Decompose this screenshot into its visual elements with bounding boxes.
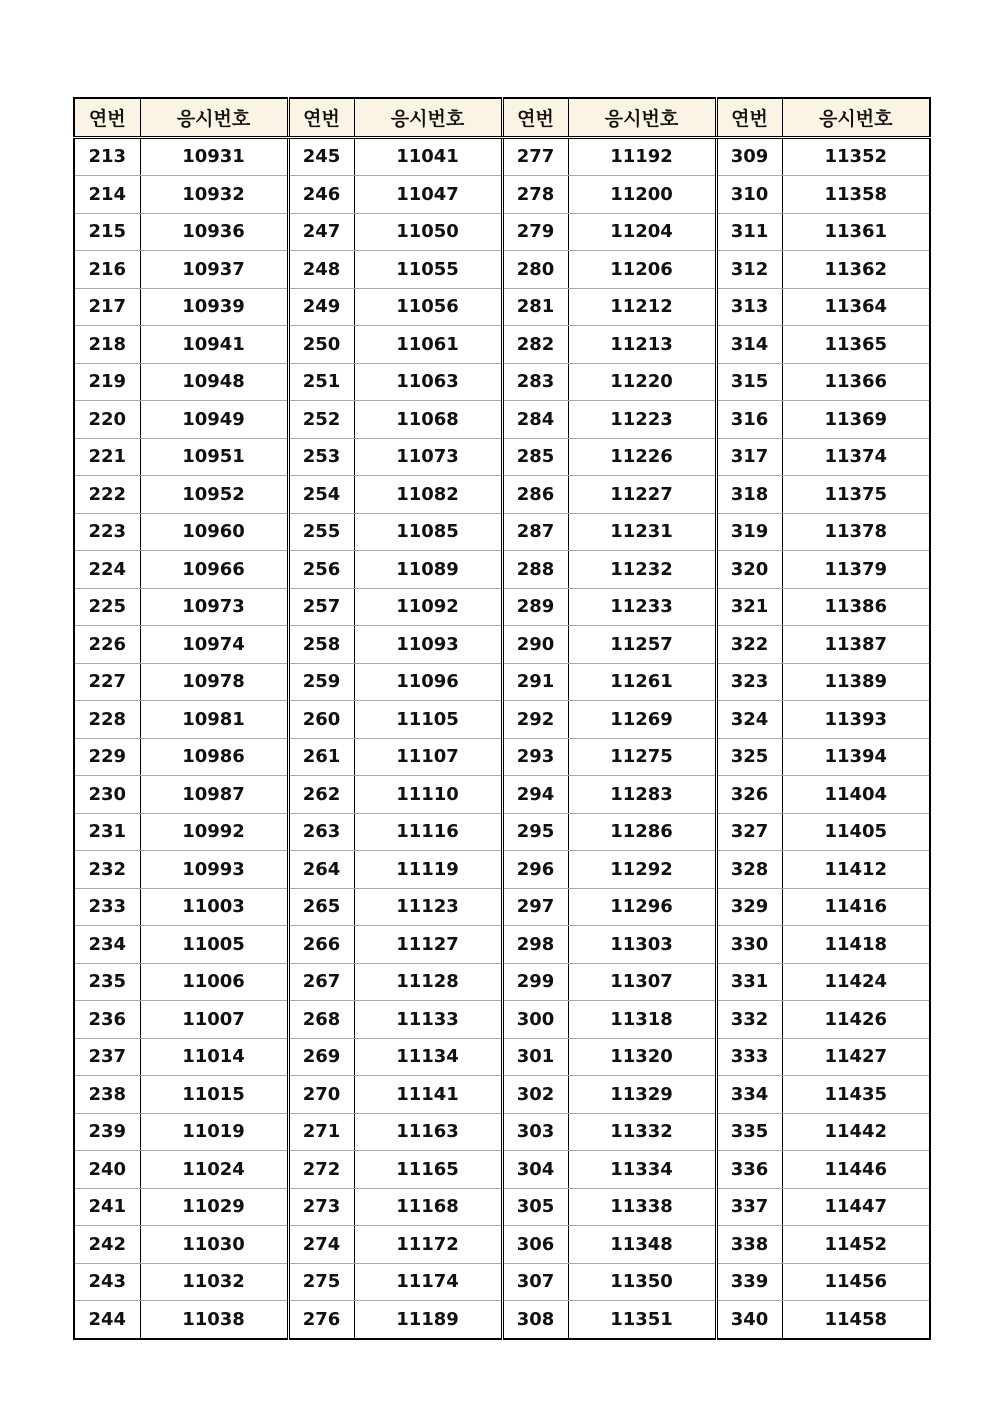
seq-cell: 279 bbox=[502, 213, 568, 251]
seq-cell: 339 bbox=[716, 1263, 782, 1301]
seq-cell: 245 bbox=[288, 137, 354, 176]
header-exam-number: 응시번호 bbox=[782, 98, 930, 137]
exam-number-cell: 11174 bbox=[354, 1263, 502, 1301]
exam-number-cell: 11223 bbox=[568, 401, 716, 439]
exam-number-cell: 10948 bbox=[140, 363, 288, 401]
exam-number-cell: 11375 bbox=[782, 476, 930, 514]
exam-number-cell: 11141 bbox=[354, 1076, 502, 1114]
exam-number-cell: 11231 bbox=[568, 513, 716, 551]
table-row bbox=[74, 738, 930, 776]
exam-number-cell: 11212 bbox=[568, 288, 716, 326]
seq-cell: 219 bbox=[74, 363, 140, 401]
seq-cell: 320 bbox=[716, 551, 782, 589]
seq-cell: 310 bbox=[716, 176, 782, 214]
seq-cell: 282 bbox=[502, 326, 568, 364]
seq-cell: 264 bbox=[288, 851, 354, 889]
exam-number-cell: 11168 bbox=[354, 1188, 502, 1226]
seq-cell: 262 bbox=[288, 776, 354, 814]
seq-cell: 329 bbox=[716, 888, 782, 926]
seq-cell: 253 bbox=[288, 438, 354, 476]
exam-number-cell: 11366 bbox=[782, 363, 930, 401]
exam-number-cell: 11213 bbox=[568, 326, 716, 364]
exam-number-cell: 11386 bbox=[782, 588, 930, 626]
exam-number-cell: 11029 bbox=[140, 1188, 288, 1226]
seq-cell: 280 bbox=[502, 251, 568, 289]
exam-number-cell: 11119 bbox=[354, 851, 502, 889]
table-row bbox=[74, 251, 930, 289]
seq-cell: 288 bbox=[502, 551, 568, 589]
exam-number-cell: 11307 bbox=[568, 963, 716, 1001]
exam-number-cell: 11005 bbox=[140, 926, 288, 964]
seq-cell: 254 bbox=[288, 476, 354, 514]
exam-number-cell: 10981 bbox=[140, 701, 288, 739]
exam-number-cell: 11206 bbox=[568, 251, 716, 289]
table-row bbox=[74, 213, 930, 251]
exam-number-cell: 11006 bbox=[140, 963, 288, 1001]
seq-cell: 303 bbox=[502, 1113, 568, 1151]
header-seq: 연번 bbox=[74, 98, 140, 137]
seq-cell: 228 bbox=[74, 701, 140, 739]
exam-number-cell: 11358 bbox=[782, 176, 930, 214]
table-row bbox=[74, 137, 930, 176]
exam-number-cell: 11093 bbox=[354, 626, 502, 664]
header-exam-number: 응시번호 bbox=[568, 98, 716, 137]
exam-number-cell: 11275 bbox=[568, 738, 716, 776]
table-body bbox=[74, 137, 930, 1339]
exam-number-cell: 11452 bbox=[782, 1226, 930, 1264]
exam-number-cell: 10932 bbox=[140, 176, 288, 214]
seq-cell: 231 bbox=[74, 813, 140, 851]
seq-cell: 244 bbox=[74, 1301, 140, 1339]
seq-cell: 291 bbox=[502, 663, 568, 701]
seq-cell: 257 bbox=[288, 588, 354, 626]
exam-number-cell: 11379 bbox=[782, 551, 930, 589]
seq-cell: 232 bbox=[74, 851, 140, 889]
seq-cell: 270 bbox=[288, 1076, 354, 1114]
exam-number-cell: 11204 bbox=[568, 213, 716, 251]
seq-cell: 256 bbox=[288, 551, 354, 589]
seq-cell: 271 bbox=[288, 1113, 354, 1151]
seq-cell: 263 bbox=[288, 813, 354, 851]
seq-cell: 283 bbox=[502, 363, 568, 401]
seq-cell: 223 bbox=[74, 513, 140, 551]
seq-cell: 333 bbox=[716, 1038, 782, 1076]
seq-cell: 289 bbox=[502, 588, 568, 626]
seq-cell: 332 bbox=[716, 1001, 782, 1039]
seq-cell: 300 bbox=[502, 1001, 568, 1039]
header-seq: 연번 bbox=[716, 98, 782, 137]
seq-cell: 251 bbox=[288, 363, 354, 401]
exam-number-cell: 11056 bbox=[354, 288, 502, 326]
seq-cell: 272 bbox=[288, 1151, 354, 1189]
seq-cell: 306 bbox=[502, 1226, 568, 1264]
seq-cell: 235 bbox=[74, 963, 140, 1001]
table-row bbox=[74, 1263, 930, 1301]
seq-cell: 255 bbox=[288, 513, 354, 551]
seq-cell: 293 bbox=[502, 738, 568, 776]
seq-cell: 238 bbox=[74, 1076, 140, 1114]
seq-cell: 268 bbox=[288, 1001, 354, 1039]
seq-cell: 315 bbox=[716, 363, 782, 401]
exam-number-cell: 11127 bbox=[354, 926, 502, 964]
exam-number-cell: 11412 bbox=[782, 851, 930, 889]
seq-cell: 275 bbox=[288, 1263, 354, 1301]
exam-number-cell: 10966 bbox=[140, 551, 288, 589]
exam-number-cell: 11038 bbox=[140, 1301, 288, 1339]
seq-cell: 281 bbox=[502, 288, 568, 326]
seq-cell: 301 bbox=[502, 1038, 568, 1076]
exam-number-cell: 11015 bbox=[140, 1076, 288, 1114]
seq-cell: 258 bbox=[288, 626, 354, 664]
table-row bbox=[74, 701, 930, 739]
seq-cell: 297 bbox=[502, 888, 568, 926]
seq-cell: 214 bbox=[74, 176, 140, 214]
seq-cell: 225 bbox=[74, 588, 140, 626]
seq-cell: 218 bbox=[74, 326, 140, 364]
table-row bbox=[74, 1113, 930, 1151]
exam-number-cell: 11456 bbox=[782, 1263, 930, 1301]
seq-cell: 334 bbox=[716, 1076, 782, 1114]
exam-number-cell: 10992 bbox=[140, 813, 288, 851]
exam-number-cell: 11320 bbox=[568, 1038, 716, 1076]
exam-number-cell: 11024 bbox=[140, 1151, 288, 1189]
exam-number-cell: 10960 bbox=[140, 513, 288, 551]
exam-number-cell: 11351 bbox=[568, 1301, 716, 1339]
exam-number-cell: 11200 bbox=[568, 176, 716, 214]
exam-number-cell: 11163 bbox=[354, 1113, 502, 1151]
seq-cell: 327 bbox=[716, 813, 782, 851]
exam-number-cell: 11123 bbox=[354, 888, 502, 926]
table-row bbox=[74, 663, 930, 701]
exam-number-cell: 11416 bbox=[782, 888, 930, 926]
seq-cell: 276 bbox=[288, 1301, 354, 1339]
exam-number-cell: 11172 bbox=[354, 1226, 502, 1264]
exam-number-cell: 11334 bbox=[568, 1151, 716, 1189]
seq-cell: 267 bbox=[288, 963, 354, 1001]
exam-number-cell: 11296 bbox=[568, 888, 716, 926]
table-row bbox=[74, 1301, 930, 1339]
exam-number-cell: 10939 bbox=[140, 288, 288, 326]
seq-cell: 292 bbox=[502, 701, 568, 739]
seq-cell: 287 bbox=[502, 513, 568, 551]
table-row bbox=[74, 1001, 930, 1039]
seq-cell: 250 bbox=[288, 326, 354, 364]
exam-number-cell: 11050 bbox=[354, 213, 502, 251]
exam-number-cell: 11003 bbox=[140, 888, 288, 926]
seq-cell: 240 bbox=[74, 1151, 140, 1189]
exam-number-cell: 11107 bbox=[354, 738, 502, 776]
table-row bbox=[74, 1038, 930, 1076]
seq-cell: 234 bbox=[74, 926, 140, 964]
exam-number-cell: 11303 bbox=[568, 926, 716, 964]
seq-cell: 313 bbox=[716, 288, 782, 326]
seq-cell: 217 bbox=[74, 288, 140, 326]
header-seq: 연번 bbox=[502, 98, 568, 137]
seq-cell: 326 bbox=[716, 776, 782, 814]
exam-number-cell: 11378 bbox=[782, 513, 930, 551]
exam-number-cell: 11085 bbox=[354, 513, 502, 551]
exam-number-cell: 11128 bbox=[354, 963, 502, 1001]
exam-number-cell: 11426 bbox=[782, 1001, 930, 1039]
table-row bbox=[74, 588, 930, 626]
seq-cell: 305 bbox=[502, 1188, 568, 1226]
seq-cell: 247 bbox=[288, 213, 354, 251]
exam-number-cell: 11063 bbox=[354, 363, 502, 401]
exam-number-cell: 11418 bbox=[782, 926, 930, 964]
seq-cell: 242 bbox=[74, 1226, 140, 1264]
exam-number-cell: 11365 bbox=[782, 326, 930, 364]
exam-number-cell: 11458 bbox=[782, 1301, 930, 1339]
exam-number-cell: 11133 bbox=[354, 1001, 502, 1039]
exam-number-cell: 11369 bbox=[782, 401, 930, 439]
exam-number-cell: 11030 bbox=[140, 1226, 288, 1264]
seq-cell: 328 bbox=[716, 851, 782, 889]
exam-number-cell: 11019 bbox=[140, 1113, 288, 1151]
table-row bbox=[74, 513, 930, 551]
header-seq: 연번 bbox=[288, 98, 354, 137]
seq-cell: 295 bbox=[502, 813, 568, 851]
exam-number-cell: 11116 bbox=[354, 813, 502, 851]
exam-number-cell: 11405 bbox=[782, 813, 930, 851]
exam-number-cell: 11348 bbox=[568, 1226, 716, 1264]
exam-number-cell: 11073 bbox=[354, 438, 502, 476]
exam-number-cell: 11374 bbox=[782, 438, 930, 476]
exam-number-cell: 10952 bbox=[140, 476, 288, 514]
header-exam-number: 응시번호 bbox=[354, 98, 502, 137]
exam-number-cell: 11041 bbox=[354, 137, 502, 176]
exam-number-cell: 11014 bbox=[140, 1038, 288, 1076]
seq-cell: 316 bbox=[716, 401, 782, 439]
exam-number-cell: 10987 bbox=[140, 776, 288, 814]
seq-cell: 330 bbox=[716, 926, 782, 964]
seq-cell: 277 bbox=[502, 137, 568, 176]
table-row bbox=[74, 926, 930, 964]
exam-number-cell: 11261 bbox=[568, 663, 716, 701]
exam-number-cell: 11362 bbox=[782, 251, 930, 289]
seq-cell: 260 bbox=[288, 701, 354, 739]
seq-cell: 324 bbox=[716, 701, 782, 739]
exam-number-cell: 11096 bbox=[354, 663, 502, 701]
exam-number-cell: 11350 bbox=[568, 1263, 716, 1301]
table-row bbox=[74, 363, 930, 401]
table-row bbox=[74, 401, 930, 439]
seq-cell: 230 bbox=[74, 776, 140, 814]
table-row bbox=[74, 813, 930, 851]
seq-cell: 220 bbox=[74, 401, 140, 439]
seq-cell: 249 bbox=[288, 288, 354, 326]
seq-cell: 215 bbox=[74, 213, 140, 251]
seq-cell: 294 bbox=[502, 776, 568, 814]
seq-cell: 285 bbox=[502, 438, 568, 476]
table-row bbox=[74, 963, 930, 1001]
exam-number-table bbox=[73, 97, 931, 1340]
seq-cell: 224 bbox=[74, 551, 140, 589]
seq-cell: 226 bbox=[74, 626, 140, 664]
seq-cell: 340 bbox=[716, 1301, 782, 1339]
table-row bbox=[74, 176, 930, 214]
seq-cell: 233 bbox=[74, 888, 140, 926]
exam-number-cell: 11427 bbox=[782, 1038, 930, 1076]
exam-number-cell: 10951 bbox=[140, 438, 288, 476]
seq-cell: 241 bbox=[74, 1188, 140, 1226]
seq-cell: 274 bbox=[288, 1226, 354, 1264]
exam-number-cell: 11007 bbox=[140, 1001, 288, 1039]
exam-number-cell: 11389 bbox=[782, 663, 930, 701]
exam-number-cell: 11226 bbox=[568, 438, 716, 476]
seq-cell: 252 bbox=[288, 401, 354, 439]
seq-cell: 298 bbox=[502, 926, 568, 964]
seq-cell: 237 bbox=[74, 1038, 140, 1076]
seq-cell: 273 bbox=[288, 1188, 354, 1226]
exam-number-cell: 11338 bbox=[568, 1188, 716, 1226]
table-row bbox=[74, 851, 930, 889]
seq-cell: 299 bbox=[502, 963, 568, 1001]
seq-cell: 221 bbox=[74, 438, 140, 476]
seq-cell: 261 bbox=[288, 738, 354, 776]
exam-number-cell: 11435 bbox=[782, 1076, 930, 1114]
exam-number-cell: 11332 bbox=[568, 1113, 716, 1151]
table-row bbox=[74, 1151, 930, 1189]
exam-number-cell: 11165 bbox=[354, 1151, 502, 1189]
seq-cell: 265 bbox=[288, 888, 354, 926]
exam-number-cell: 10949 bbox=[140, 401, 288, 439]
exam-number-cell: 10973 bbox=[140, 588, 288, 626]
seq-cell: 246 bbox=[288, 176, 354, 214]
table-row bbox=[74, 1076, 930, 1114]
exam-number-cell: 11394 bbox=[782, 738, 930, 776]
exam-number-cell: 11364 bbox=[782, 288, 930, 326]
exam-number-cell: 10941 bbox=[140, 326, 288, 364]
seq-cell: 227 bbox=[74, 663, 140, 701]
exam-number-cell: 11387 bbox=[782, 626, 930, 664]
exam-number-cell: 11092 bbox=[354, 588, 502, 626]
exam-number-cell: 11329 bbox=[568, 1076, 716, 1114]
seq-cell: 309 bbox=[716, 137, 782, 176]
seq-cell: 302 bbox=[502, 1076, 568, 1114]
seq-cell: 278 bbox=[502, 176, 568, 214]
exam-number-cell: 11424 bbox=[782, 963, 930, 1001]
seq-cell: 239 bbox=[74, 1113, 140, 1151]
seq-cell: 312 bbox=[716, 251, 782, 289]
seq-cell: 269 bbox=[288, 1038, 354, 1076]
seq-cell: 236 bbox=[74, 1001, 140, 1039]
seq-cell: 290 bbox=[502, 626, 568, 664]
exam-number-cell: 11393 bbox=[782, 701, 930, 739]
seq-cell: 322 bbox=[716, 626, 782, 664]
header-row bbox=[74, 98, 930, 137]
exam-number-cell: 11089 bbox=[354, 551, 502, 589]
exam-number-cell: 11232 bbox=[568, 551, 716, 589]
exam-number-cell: 10931 bbox=[140, 137, 288, 176]
table-row bbox=[74, 626, 930, 664]
seq-cell: 222 bbox=[74, 476, 140, 514]
table-row bbox=[74, 888, 930, 926]
exam-number-cell: 11318 bbox=[568, 1001, 716, 1039]
header-exam-number: 응시번호 bbox=[140, 98, 288, 137]
seq-cell: 229 bbox=[74, 738, 140, 776]
exam-number-cell: 11055 bbox=[354, 251, 502, 289]
table-row bbox=[74, 438, 930, 476]
seq-cell: 321 bbox=[716, 588, 782, 626]
exam-number-cell: 11068 bbox=[354, 401, 502, 439]
seq-cell: 284 bbox=[502, 401, 568, 439]
exam-number-cell: 11447 bbox=[782, 1188, 930, 1226]
seq-cell: 248 bbox=[288, 251, 354, 289]
seq-cell: 308 bbox=[502, 1301, 568, 1339]
table-row bbox=[74, 476, 930, 514]
exam-number-cell: 11292 bbox=[568, 851, 716, 889]
table-row bbox=[74, 288, 930, 326]
seq-cell: 243 bbox=[74, 1263, 140, 1301]
exam-number-cell: 11047 bbox=[354, 176, 502, 214]
seq-cell: 317 bbox=[716, 438, 782, 476]
exam-number-cell: 11269 bbox=[568, 701, 716, 739]
exam-number-cell: 11032 bbox=[140, 1263, 288, 1301]
seq-cell: 296 bbox=[502, 851, 568, 889]
exam-number-cell: 11283 bbox=[568, 776, 716, 814]
seq-cell: 323 bbox=[716, 663, 782, 701]
exam-number-cell: 11082 bbox=[354, 476, 502, 514]
seq-cell: 266 bbox=[288, 926, 354, 964]
exam-number-cell: 11361 bbox=[782, 213, 930, 251]
seq-cell: 325 bbox=[716, 738, 782, 776]
exam-number-cell: 11189 bbox=[354, 1301, 502, 1339]
exam-number-cell: 11227 bbox=[568, 476, 716, 514]
seq-cell: 331 bbox=[716, 963, 782, 1001]
seq-cell: 286 bbox=[502, 476, 568, 514]
exam-number-cell: 11110 bbox=[354, 776, 502, 814]
table-row bbox=[74, 776, 930, 814]
seq-cell: 319 bbox=[716, 513, 782, 551]
seq-cell: 216 bbox=[74, 251, 140, 289]
table-row bbox=[74, 326, 930, 364]
exam-number-cell: 11105 bbox=[354, 701, 502, 739]
exam-number-cell: 11220 bbox=[568, 363, 716, 401]
exam-number-cell: 11404 bbox=[782, 776, 930, 814]
seq-cell: 304 bbox=[502, 1151, 568, 1189]
exam-number-cell: 11257 bbox=[568, 626, 716, 664]
exam-number-cell: 11233 bbox=[568, 588, 716, 626]
exam-number-cell: 11286 bbox=[568, 813, 716, 851]
seq-cell: 311 bbox=[716, 213, 782, 251]
exam-number-cell: 10974 bbox=[140, 626, 288, 664]
exam-number-cell: 11446 bbox=[782, 1151, 930, 1189]
seq-cell: 336 bbox=[716, 1151, 782, 1189]
exam-number-cell: 11134 bbox=[354, 1038, 502, 1076]
seq-cell: 213 bbox=[74, 137, 140, 176]
seq-cell: 259 bbox=[288, 663, 354, 701]
table-row bbox=[74, 1188, 930, 1226]
exam-number-cell: 11192 bbox=[568, 137, 716, 176]
seq-cell: 338 bbox=[716, 1226, 782, 1264]
seq-cell: 318 bbox=[716, 476, 782, 514]
exam-number-cell: 10936 bbox=[140, 213, 288, 251]
exam-number-cell: 11442 bbox=[782, 1113, 930, 1151]
seq-cell: 307 bbox=[502, 1263, 568, 1301]
table-row bbox=[74, 1226, 930, 1264]
seq-cell: 337 bbox=[716, 1188, 782, 1226]
exam-number-cell: 10993 bbox=[140, 851, 288, 889]
table-row bbox=[74, 551, 930, 589]
exam-number-cell: 10978 bbox=[140, 663, 288, 701]
exam-number-cell: 11061 bbox=[354, 326, 502, 364]
seq-cell: 314 bbox=[716, 326, 782, 364]
exam-number-cell: 11352 bbox=[782, 137, 930, 176]
exam-number-cell: 10937 bbox=[140, 251, 288, 289]
exam-number-cell: 10986 bbox=[140, 738, 288, 776]
seq-cell: 335 bbox=[716, 1113, 782, 1151]
